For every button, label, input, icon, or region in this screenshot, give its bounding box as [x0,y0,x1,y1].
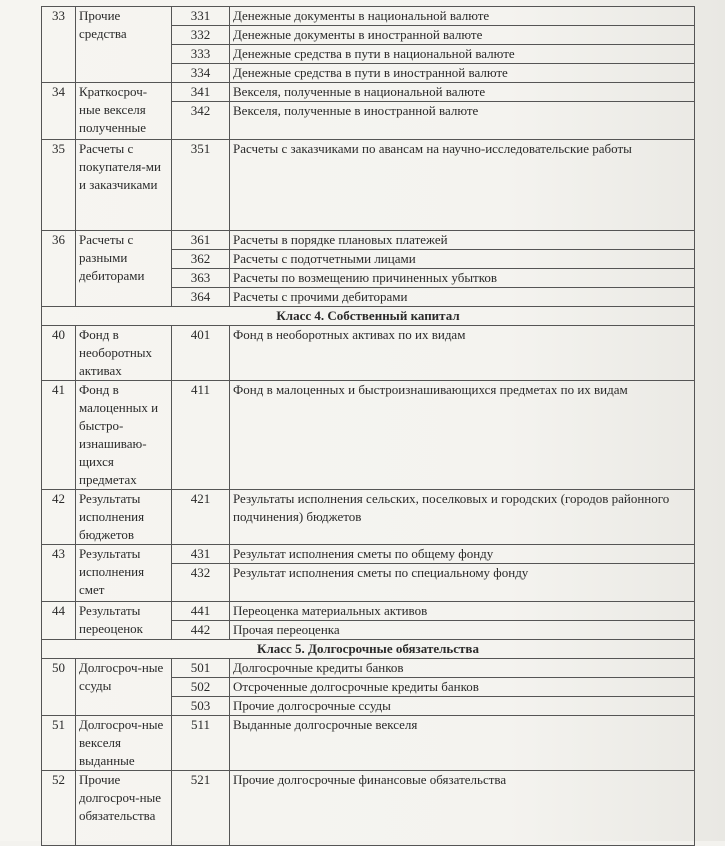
subaccount-code: 502 [172,678,230,697]
subaccount-description: Денежные документы в национальной валюте [230,7,695,26]
subaccount-code: 421 [172,490,230,545]
subaccount-code: 432 [172,564,230,602]
group-number: 42 [42,490,76,545]
account-row [42,716,695,771]
group-number: 52 [42,771,76,846]
class-5-section [42,640,695,659]
account-row [42,140,695,231]
class-4-heading: Класс 4. Собственный капитал [42,307,695,326]
subaccount-description: Прочие долгосрочные ссуды [230,697,695,716]
subaccount-description: Расчеты с заказчиками по авансам на научно-исследовательские работы [230,140,695,231]
group-number: 50 [42,659,76,716]
group-name: Фонд в необоротных активах [76,326,172,381]
group-name: Прочие средства [76,7,172,83]
group-name: Результаты переоценок [76,602,172,640]
subaccount-description: Расчеты с подотчетными лицами [230,250,695,269]
class-heading-row [42,640,695,659]
class-heading-row [42,307,695,326]
group-name: Долгосроч-ные ссуды [76,659,172,716]
class-4-section [42,307,695,326]
subaccount-description: Отсроченные долгосрочные кредиты банков [230,678,695,697]
group-number: 40 [42,326,76,381]
account-row [42,490,695,545]
group-name: Фонд в малоценных и быстро-изнашиваю-щихся предметах [76,381,172,490]
group-number: 34 [42,83,76,140]
group-name: Расчеты с покупателя-ми и заказчиками [76,140,172,231]
subaccount-description: Векселя, полученные в национальной валюте [230,83,695,102]
subaccount-description: Результат исполнения сметы по специальному фонду [230,564,695,602]
subaccount-description: Долгосрочные кредиты банков [230,659,695,678]
account-row [42,231,695,250]
group-name: Результаты исполнения бюджетов [76,490,172,545]
subaccount-description: Расчеты по возмещению причиненных убытков [230,269,695,288]
subaccount-code: 511 [172,716,230,771]
subaccount-description: Фонд в малоценных и быстроизнашивающихся предметах по их видам [230,381,695,490]
account-row [42,83,695,102]
subaccount-code: 441 [172,602,230,621]
subaccount-description: Векселя, полученные в иностранной валюте [230,102,695,140]
subaccount-code: 341 [172,83,230,102]
group-number: 33 [42,7,76,83]
section-class-5-groups [42,659,695,846]
group-name: Долгосроч-ные векселя выданные [76,716,172,771]
subaccount-description: Расчеты с прочими дебиторами [230,288,695,307]
subaccount-description: Результаты исполнения сельских, поселковых и городских (городов районного подчинения) бюджетов [230,490,695,545]
subaccount-code: 411 [172,381,230,490]
group-name: Результаты исполнения смет [76,545,172,602]
group-name: Прочие долгосроч-ные обязательства [76,771,172,846]
group-number: 51 [42,716,76,771]
subaccount-code: 401 [172,326,230,381]
subaccount-description: Денежные документы в иностранной валюте [230,26,695,45]
chart-of-accounts-table [41,6,695,846]
section-class-4-groups [42,326,695,640]
subaccount-code: 363 [172,269,230,288]
group-number: 41 [42,381,76,490]
account-row [42,659,695,678]
group-number: 35 [42,140,76,231]
group-name: Расчеты с разными дебиторами [76,231,172,307]
group-number: 43 [42,545,76,602]
subaccount-description: Прочая переоценка [230,621,695,640]
subaccount-description: Прочие долгосрочные финансовые обязательства [230,771,695,846]
account-row [42,545,695,564]
subaccount-code: 364 [172,288,230,307]
subaccount-code: 351 [172,140,230,231]
subaccount-description: Фонд в необоротных активах по их видам [230,326,695,381]
subaccount-code: 331 [172,7,230,26]
account-row [42,602,695,621]
subaccount-code: 334 [172,64,230,83]
subaccount-code: 431 [172,545,230,564]
subaccount-code: 501 [172,659,230,678]
subaccount-description: Денежные средства в пути в иностранной валюте [230,64,695,83]
account-row [42,7,695,26]
class-5-heading: Класс 5. Долгосрочные обязательства [42,640,695,659]
subaccount-code: 361 [172,231,230,250]
subaccount-description: Выданные долгосрочные векселя [230,716,695,771]
account-row [42,771,695,846]
subaccount-code: 332 [172,26,230,45]
subaccount-code: 333 [172,45,230,64]
subaccount-code: 503 [172,697,230,716]
subaccount-description: Расчеты в порядке плановых платежей [230,231,695,250]
account-row [42,326,695,381]
account-row [42,381,695,490]
subaccount-code: 342 [172,102,230,140]
subaccount-code: 442 [172,621,230,640]
subaccount-description: Результат исполнения сметы по общему фонду [230,545,695,564]
subaccount-code: 521 [172,771,230,846]
group-number: 44 [42,602,76,640]
group-number: 36 [42,231,76,307]
subaccount-code: 362 [172,250,230,269]
group-name: Краткосроч-ные векселя полученные [76,83,172,140]
section-class-3-tail [42,7,695,307]
subaccount-description: Денежные средства в пути в национальной валюте [230,45,695,64]
subaccount-description: Переоценка материальных активов [230,602,695,621]
